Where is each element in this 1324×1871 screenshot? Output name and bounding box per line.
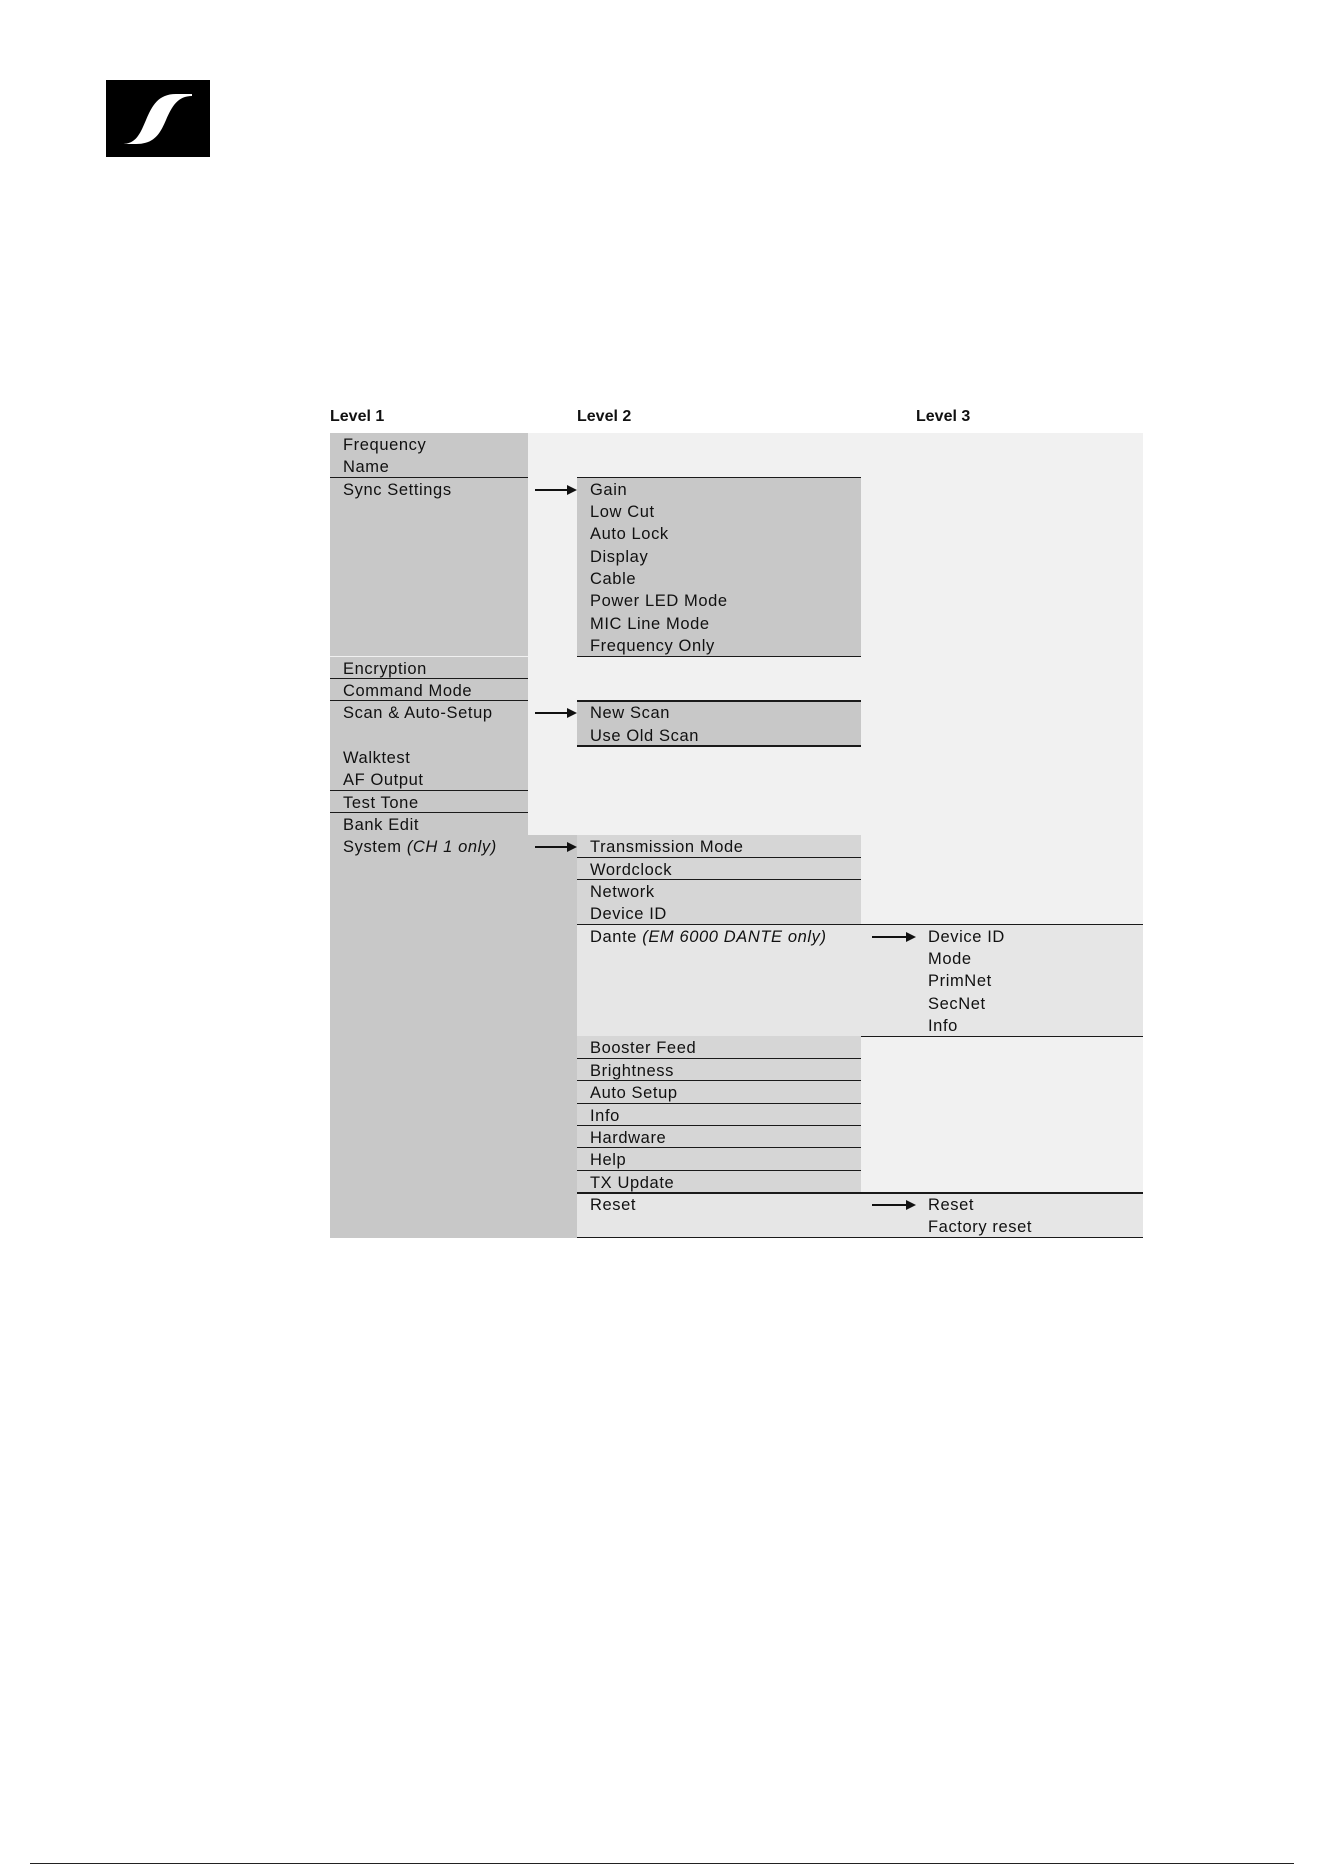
level2-item[interactable]: [590, 1061, 674, 1081]
level2-item-text: Auto Setup: [590, 1084, 678, 1103]
level1-cell: [330, 835, 577, 1237]
level2-item-text: Auto Lock: [590, 525, 669, 544]
level2-item-text: Hardware: [590, 1128, 667, 1147]
level2-item-text: Gain: [590, 480, 628, 499]
level2-item-text: Dante: [590, 927, 638, 946]
level1-item[interactable]: [343, 770, 424, 790]
level2-item[interactable]: [590, 614, 710, 634]
level1-item[interactable]: [343, 659, 427, 679]
level2-item-text: Network: [590, 883, 655, 901]
level2-item[interactable]: [590, 904, 667, 924]
level1-item-text: Scan & Auto-Setup: [343, 704, 493, 723]
level2-item[interactable]: [590, 882, 655, 902]
level2-item[interactable]: [590, 569, 636, 589]
level1-item-text: AF Output: [343, 771, 424, 790]
level2-item[interactable]: [590, 837, 744, 857]
level2-item[interactable]: [590, 524, 669, 544]
level2-divider: [577, 700, 861, 702]
level1-item-text: Sync Settings: [343, 480, 452, 499]
level2-item-text: Brightness: [590, 1061, 674, 1080]
level3-item[interactable]: [928, 1016, 958, 1036]
level2-item[interactable]: [590, 502, 655, 522]
arrow-icon: [872, 1204, 914, 1206]
level1-item[interactable]: [343, 793, 419, 813]
arrow-icon: [535, 489, 575, 491]
level2-item[interactable]: [590, 860, 672, 880]
level3-item-text: Factory reset: [928, 1218, 1033, 1237]
level2-item-text: Low Cut: [590, 503, 655, 522]
level2-item[interactable]: [590, 927, 827, 947]
arrow-icon: [535, 846, 575, 848]
level2-item[interactable]: [590, 547, 648, 567]
level1-item-text: Name: [343, 458, 390, 477]
footer-divider: [30, 1863, 1294, 1864]
level2-item-text: Power LED Mode: [590, 592, 728, 611]
level1-item[interactable]: [343, 815, 419, 835]
level2-item[interactable]: [590, 1150, 626, 1170]
level3-item-text: PrimNet: [928, 972, 992, 991]
level1-item-text: Frequency: [343, 436, 427, 454]
level-1-header: Level 1: [330, 408, 385, 425]
level2-item[interactable]: [590, 1083, 678, 1103]
level1-item-text: System: [343, 838, 402, 857]
arrow-icon: [872, 936, 914, 938]
level1-item-text: Test Tone: [343, 793, 419, 812]
level2-item-text: Info: [590, 1106, 620, 1125]
level2-item-text: Wordclock: [590, 860, 673, 879]
level2-item[interactable]: [590, 480, 627, 500]
level2-item-text: New Scan: [590, 704, 671, 723]
level3-item[interactable]: [928, 994, 986, 1014]
level1-item[interactable]: [343, 748, 410, 768]
level2-item-text: Cable: [590, 570, 637, 589]
level1-item-text: Walktest: [343, 748, 411, 767]
level1-item-text: Encryption: [343, 659, 427, 678]
level2-item[interactable]: [590, 1195, 636, 1215]
level1-item[interactable]: [343, 435, 426, 455]
level3-divider: [577, 924, 1143, 926]
level3-item-text: Mode: [928, 950, 972, 969]
level2-item-text: Reset: [590, 1195, 637, 1214]
level2-item-text: Device ID: [590, 905, 667, 924]
level2-item[interactable]: [590, 1038, 696, 1058]
level3-item-text: Reset: [928, 1195, 975, 1214]
level2-item-text: Use Old Scan: [590, 726, 699, 745]
level1-item-text: Bank Edit: [343, 815, 420, 834]
level1-item[interactable]: [343, 837, 497, 857]
level2-item-text: Frequency Only: [590, 637, 715, 656]
level2-item-text: TX Update: [590, 1173, 675, 1192]
level2-item-text: Display: [590, 547, 649, 566]
level1-item[interactable]: [343, 703, 493, 723]
level2-item[interactable]: [590, 703, 670, 723]
level1-item[interactable]: [343, 681, 472, 701]
level3-divider: [577, 1192, 1143, 1194]
level2-divider: [577, 477, 861, 479]
level3-item[interactable]: [928, 949, 972, 969]
level3-block: [577, 1193, 1143, 1238]
level1-cell: [330, 478, 528, 657]
level3-item-text: Info: [928, 1017, 958, 1036]
level1-item-note: (CH 1 only): [406, 838, 497, 857]
level1-item-text: Command Mode: [343, 681, 473, 700]
level3-item[interactable]: [928, 971, 992, 991]
level2-item[interactable]: [590, 726, 699, 746]
level3-item[interactable]: [928, 1195, 974, 1215]
level3-item-text: Device ID: [928, 927, 1005, 946]
arrow-icon: [535, 712, 575, 714]
level2-item-text: Transmission Mode: [590, 838, 744, 857]
level2-item[interactable]: [590, 1173, 674, 1193]
level1-item[interactable]: [343, 480, 452, 500]
level2-item-text: Help: [590, 1151, 627, 1170]
level2-item-text: Booster Feed: [590, 1039, 697, 1058]
level3-divider: [577, 1237, 1143, 1239]
level2-item-text: MIC Line Mode: [590, 614, 710, 633]
level2-item[interactable]: [590, 591, 728, 611]
level2-item-note: (EM 6000 DANTE only): [642, 927, 827, 946]
level3-item-text: SecNet: [928, 994, 986, 1013]
level-2-header: Level 2: [577, 408, 632, 425]
level2-item[interactable]: [590, 636, 715, 656]
level3-item[interactable]: [928, 1217, 1032, 1237]
level3-item[interactable]: [928, 927, 1005, 947]
level2-item[interactable]: [590, 1106, 620, 1126]
level-3-header: Level 3: [916, 408, 971, 425]
level2-item[interactable]: [590, 1128, 666, 1148]
level1-item[interactable]: [343, 457, 389, 477]
